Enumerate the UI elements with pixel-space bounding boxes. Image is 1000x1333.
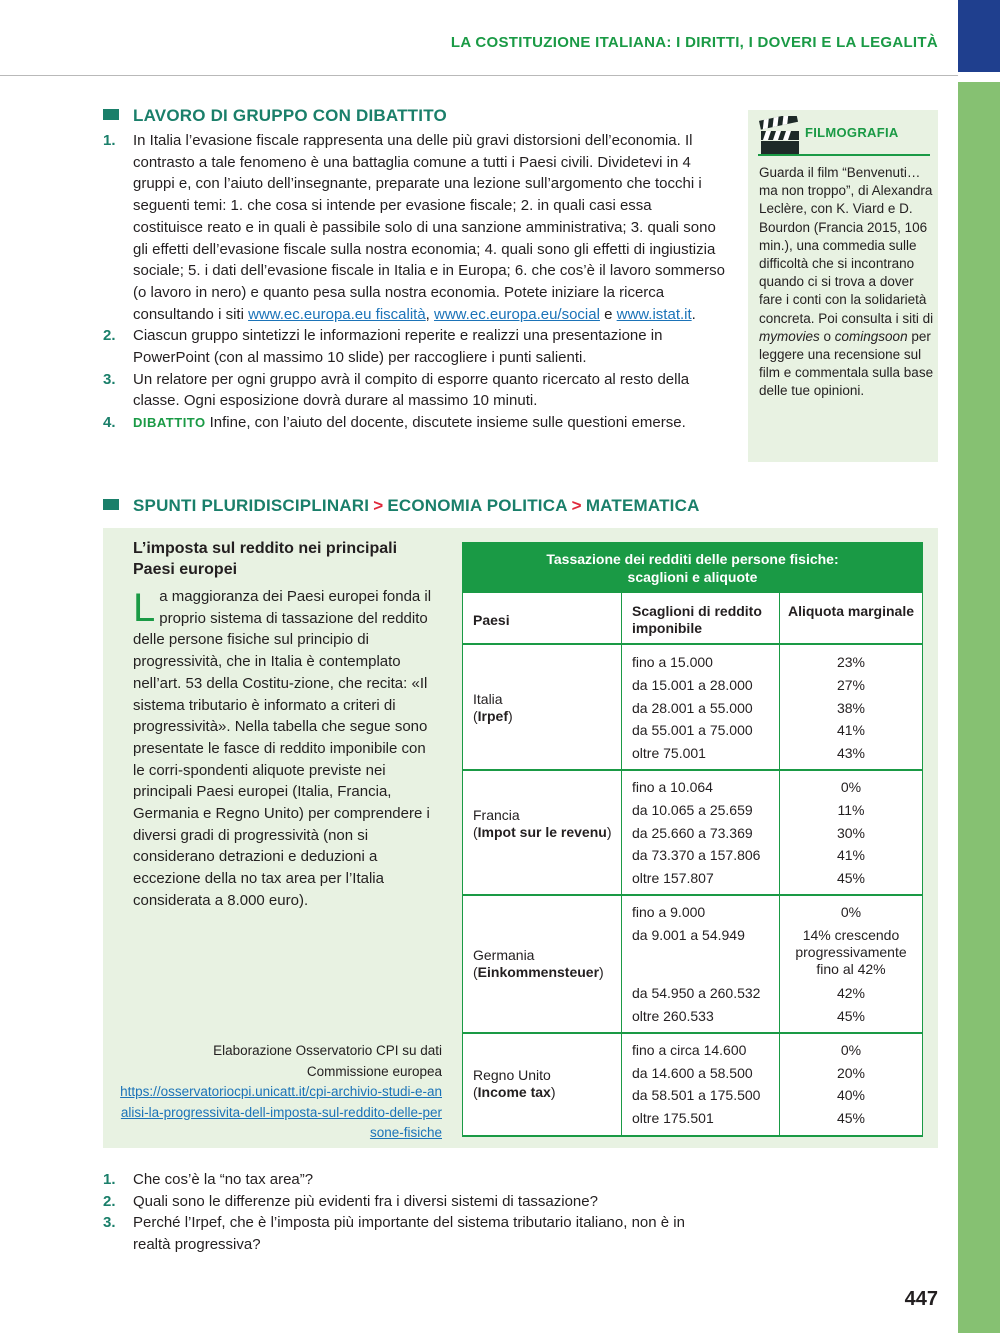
square-bullet-icon bbox=[103, 499, 119, 510]
bracket-cell: da 14.600 a 58.500 bbox=[632, 1065, 753, 1081]
list-item: 2. Quali sono le differenze più evidenti fra i diversi sistemi di tassazione? bbox=[103, 1192, 598, 1210]
filmografia-title: FILMOGRAFIA bbox=[805, 125, 899, 140]
rate-cell: 11% bbox=[837, 802, 865, 818]
column-header-aliquota: Aliquota marginale bbox=[787, 603, 915, 619]
article-source: Elaborazione Osservatorio CPI su dati Commissione europea https://osservatoriocpi.unicatt.it/cpi-archivio-studi-e-analisi-la-progressivita-dell-imposta-sul-reddito-delle-persone-fisiche bbox=[120, 1043, 442, 1140]
bracket-cell: oltre 175.501 bbox=[632, 1110, 714, 1126]
page-number: 447 bbox=[904, 1288, 938, 1310]
bracket-cell: fino a circa 14.600 bbox=[632, 1042, 747, 1058]
rate-cell: 45% bbox=[836, 1008, 866, 1024]
header-rule bbox=[0, 75, 958, 76]
link-ec-europa-fiscalita[interactable]: www.ec.europa.eu fiscalità bbox=[248, 305, 426, 323]
bracket-cell: da 10.065 a 25.659 bbox=[632, 802, 753, 818]
square-bullet-icon bbox=[103, 109, 119, 120]
rate-cell: 45% bbox=[836, 870, 866, 886]
bracket-cell: da 55.001 a 75.000 bbox=[632, 722, 753, 738]
rate-cell: 0% bbox=[840, 1042, 862, 1058]
article-body: La maggioranza dei Paesi europei fonda il proprio sistema di tassazione del reddito delle persone fisiche sul principio di progressività, che in Italia è contemplato nell’art. 53 della Costitu-zione, che recita: «Il sistema tributario è informato a criteri di progressività». Nella tabella che segue sono presentate le fasce di reddito imponibile con le corri-spondenti aliquote previste nei principali Paesi europei (Italia, Francia, Germania e Regno Unito) per comprendere i diversi gradi di progressività (non si considerano detrazioni e deduzioni a eccezione della no tax area per l’Italia considerata a 8.000 euro). bbox=[133, 586, 432, 909]
list-item: 4. DIBATTITO Infine, con l’aiuto del docente, discutete insieme sulle questioni emerse. bbox=[103, 414, 686, 432]
bracket-cell: oltre 157.807 bbox=[632, 870, 714, 886]
country-regno-unito: Regno Unito (Income tax) bbox=[473, 1067, 556, 1100]
bracket-cell: da 73.370 a 157.806 bbox=[632, 847, 761, 863]
source-link[interactable]: https://osservatoriocpi.unicatt.it/cpi-archivio-studi-e-analisi-la-progressivita-dell-imposta-sul-reddito-delle-persone-fisiche bbox=[120, 1084, 442, 1140]
lavoro-list bbox=[103, 130, 725, 434]
list-item: 3. Perché l’Irpef, che è l’imposta più importante del sistema tributario italiano, non è in realtà progressiva? bbox=[103, 1214, 685, 1254]
list-item: 1. Che cos’è la “no tax area”? bbox=[103, 1171, 314, 1188]
filmografia-box bbox=[748, 110, 938, 462]
rate-cell: 27% bbox=[836, 677, 866, 693]
rate-cell: 41% bbox=[836, 847, 866, 863]
article-title: L’imposta sul reddito nei principali Paesi europei bbox=[133, 540, 398, 578]
drop-cap: L bbox=[133, 586, 156, 630]
bracket-cell: fino a 9.000 bbox=[632, 904, 706, 920]
questions-list bbox=[103, 1169, 725, 1256]
list-item: 2. Ciascun gruppo sintetizzi le informazioni reperite e realizzi una presentazione in PowerPoint (con al massimo 10 slide) per raccogliere i punti salienti. bbox=[103, 327, 663, 367]
bracket-cell: da 25.660 a 73.369 bbox=[632, 825, 753, 841]
column-header-scaglioni: Scaglioni di reddito imponibile bbox=[632, 603, 762, 636]
running-header: LA COSTITUZIONE ITALIANA: I DIRITTI, I DOVERI E LA LEGALITÀ bbox=[450, 34, 938, 51]
rate-cell: 43% bbox=[836, 745, 866, 761]
lavoro-heading: LAVORO DI GRUPPO CON DIBATTITO bbox=[103, 106, 447, 126]
rate-cell: 0% bbox=[840, 904, 862, 920]
rate-cell: 41% bbox=[836, 722, 866, 738]
rate-cell: 45% bbox=[836, 1110, 866, 1126]
rate-cell: 0% bbox=[840, 779, 862, 795]
country-germania: Germania (Einkommensteuer) bbox=[473, 947, 604, 980]
bracket-cell: oltre 260.533 bbox=[632, 1008, 714, 1024]
tax-table bbox=[462, 542, 923, 1137]
link-istat[interactable]: www.istat.it bbox=[616, 305, 692, 323]
column-header-paesi: Paesi bbox=[473, 612, 510, 628]
clapperboard-icon bbox=[758, 116, 802, 158]
bracket-cell: fino a 15.000 bbox=[632, 654, 713, 670]
rate-cell: 40% bbox=[836, 1087, 866, 1103]
rate-cell: 20% bbox=[836, 1065, 866, 1081]
bracket-cell: da 54.950 a 260.532 bbox=[632, 985, 761, 1001]
dibattito-tag: DIBATTITO bbox=[133, 415, 206, 431]
spunti-heading: SPUNTI PLURIDISCIPLINARI > ECONOMIA POLITICA > MATEMATICA bbox=[103, 496, 700, 516]
bracket-cell: da 28.001 a 55.000 bbox=[632, 700, 753, 716]
rate-cell: 38% bbox=[836, 700, 866, 716]
country-italia: Italia (Irpef) bbox=[473, 691, 513, 724]
country-francia: Francia (Impot sur le revenu) bbox=[473, 807, 612, 840]
rate-cell: 23% bbox=[836, 654, 866, 670]
table-title: Tassazione dei redditi delle persone fisiche: scaglioni e aliquote bbox=[462, 542, 923, 593]
filmografia-text: Guarda il film “Benvenuti… ma non troppo”, di Alexandra Leclère, con K. Viard e D. Bourdon (Francia 2015, 106 min.), una commedia sulle difficoltà che si incontrano quando ci si trova a dover fare i conti con la solidarietà concreta. Poi consulta i siti di mymovies o comingsoon per leggere una recensione sul film e commentala sulla base delle tue opinioni. bbox=[759, 165, 934, 399]
rate-cell: 30% bbox=[836, 825, 866, 841]
link-ec-europa-social[interactable]: www.ec.europa.eu/social bbox=[434, 305, 600, 323]
bracket-cell: da 15.001 a 28.000 bbox=[632, 677, 753, 693]
list-item: 3. Un relatore per ogni gruppo avrà il compito di esporre quanto ricercato al resto della classe. Ogni esposizione dovrà durare al massimo 10 minuti. bbox=[103, 370, 690, 410]
bracket-cell: oltre 75.001 bbox=[632, 745, 706, 761]
bracket-cell: fino a 10.064 bbox=[632, 779, 713, 795]
header-color-tab bbox=[958, 0, 1000, 72]
list-item: 1. In Italia l’evasione fiscale rappresenta una delle più gravi distorsioni dell’economia. Il contrasto a tale fenomeno è una battaglia comune a tutti i Paesi civili. Dividetevi in 4 gruppi e, con l’aiuto dell’insegnante, preparate una lezione sull’argomento che tocchi i seguenti temi: 1. che cosa si intende per evasione fiscale; 2. in quali casi essa costituisce reato e in quali è passibile solo di una sanzione amministrativa; 3. quali sono gli effetti dell’evasione fiscale sulla nostra economia; 4. quali sono gli effetti di ingiustizia sociale; 5. i dati dell’evasione fiscale in Italia e in Europa; 6. che cos’è il lavoro sommerso (o lavoro in nero) e quanto pesa sulla nostra economia. Potete iniziare la ricerca consultando i siti www.ec.europa.eu fiscalità, www.ec.europa.eu/social e www.istat.it. bbox=[103, 132, 725, 323]
rate-cell: 14% crescendo progressivamente fino al 42% bbox=[795, 927, 907, 977]
rate-cell: 42% bbox=[836, 985, 866, 1001]
filmografia-rule bbox=[758, 154, 930, 156]
side-color-bar bbox=[958, 82, 1000, 1333]
bracket-cell: da 9.001 a 54.949 bbox=[632, 927, 745, 943]
bracket-cell: da 58.501 a 175.500 bbox=[632, 1087, 761, 1103]
